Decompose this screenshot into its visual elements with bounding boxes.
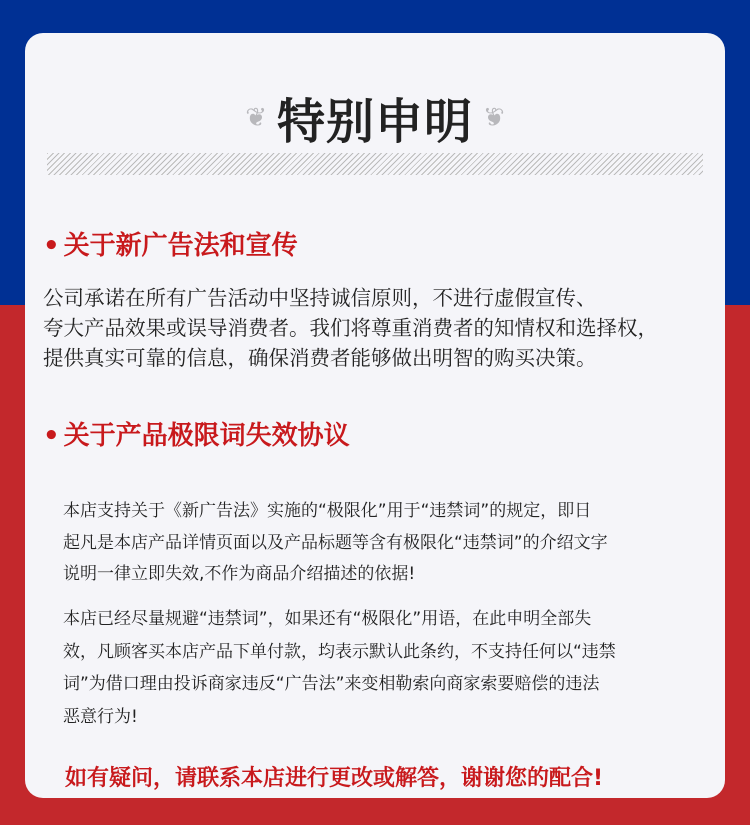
text-line: 效，凡顾客买本店产品下单付款，均表示默认此条约，不支持任何以“违禁 xyxy=(63,641,616,662)
bullet-icon: • xyxy=(43,231,60,261)
text-line: 恶意行为! xyxy=(63,706,138,727)
text-line: 词”为借口理由投诉商家违反“广告法”来变相勒索向商家索要赔偿的违法 xyxy=(63,674,600,694)
text-line: 提供真实可靠的信息，确保消费者能够做出明智的购买决策。 xyxy=(43,346,597,370)
text-line: 本店支持关于《新广告法》实施的“极限化”用于“违禁词”的规定，即日 xyxy=(63,501,592,521)
text-line: 本店已经尽量规避“违禁词”，如果还有“极限化”用语，在此申明全部失 xyxy=(63,609,592,629)
text-line: 起凡是本店产品详情页面以及产品标题等含有极限化“违禁词”的介绍文字 xyxy=(63,532,608,553)
leaf-ornament-right-icon: ❦ xyxy=(483,102,505,133)
leaf-ornament-left-icon: ❦ xyxy=(245,102,267,133)
notice-card xyxy=(25,33,725,798)
text-line: 说明一律立即失效,不作为商品介绍描述的依据! xyxy=(63,564,416,584)
closing-note: 如有疑问，请联系本店进行更改或解答，谢谢您的配合! xyxy=(65,766,604,791)
paragraph-ad-commitment xyxy=(43,283,658,373)
paragraph-extreme-words-2 xyxy=(63,603,616,733)
page-title: 特别申明 xyxy=(276,94,473,150)
section-heading-ad-law xyxy=(43,225,298,262)
text-line: 夸大产品效果或误导消费者。我们将尊重消费者的知情权和选择权， xyxy=(43,316,658,340)
heading-text: 关于产品极限词失效协议 xyxy=(63,421,350,451)
paragraph-extreme-words-1 xyxy=(63,496,608,591)
bullet-icon: • xyxy=(43,421,60,451)
section-heading-extreme-words xyxy=(43,415,350,452)
hatched-divider xyxy=(47,153,703,175)
heading-text: 关于新广告法和宣传 xyxy=(63,231,298,261)
title-row xyxy=(25,83,725,152)
text-line: 公司承诺在所有广告活动中坚持诚信原则，不进行虚假宣传、 xyxy=(43,286,597,310)
